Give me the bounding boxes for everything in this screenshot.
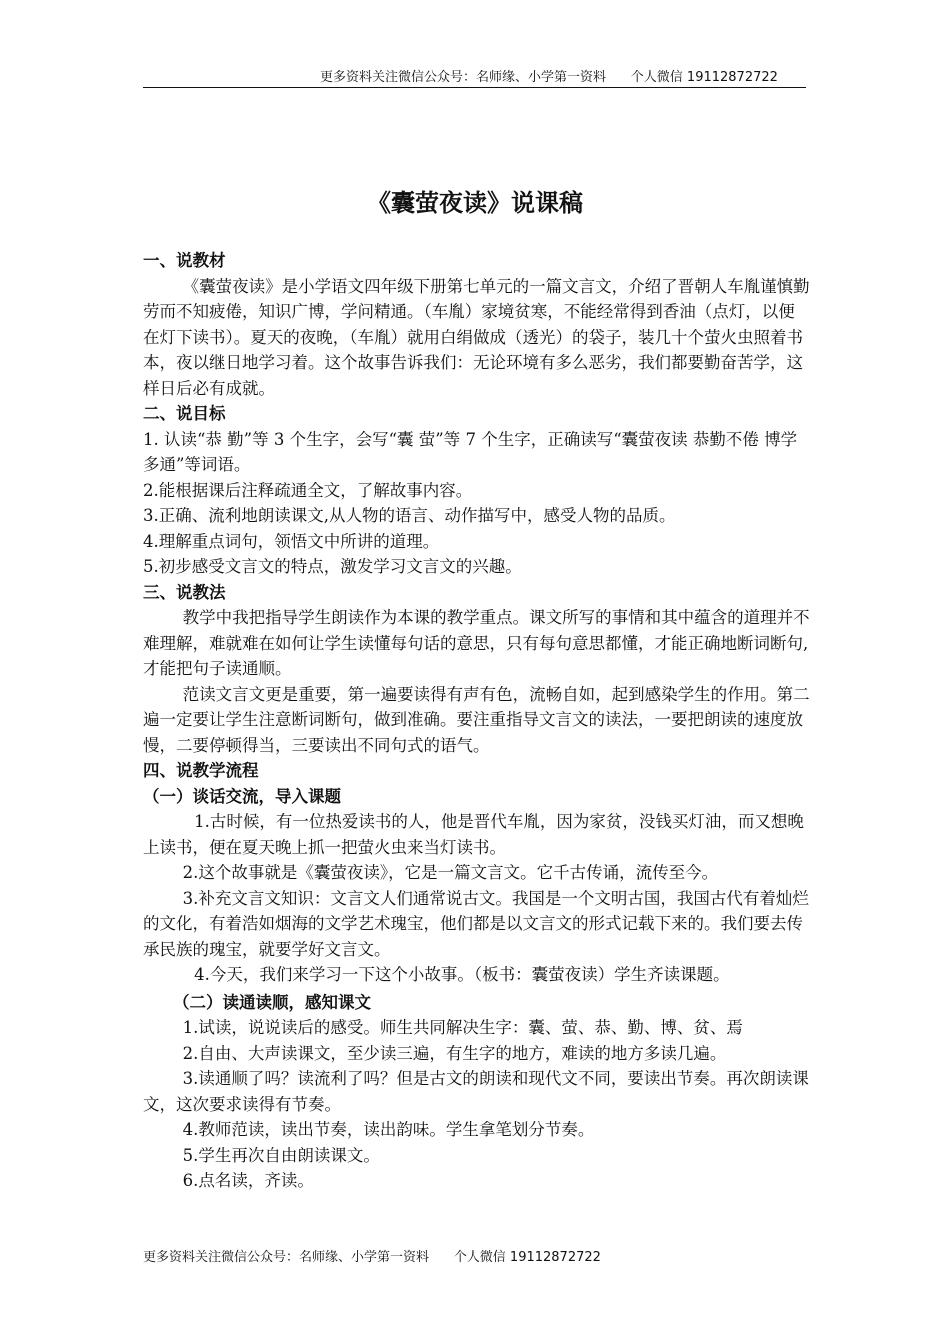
document-title: 《囊萤夜读》说课稿 xyxy=(367,188,583,217)
paragraph: 范读文言文更是重要，第一遍要读得有声有色，流畅自如，起到感染学生的作用。第二遍一定要让学生注意断词断句，做到准确。要注重指导文言文的读法，一要把朗读的速度放慢，二要停顿得当，三要读出不同句式的语气。 xyxy=(143,684,810,755)
section-heading: 二、说目标 xyxy=(143,404,226,423)
list-item: 4.教师范读，读出节奏，读出韵味。学生拿笔划分节奏。 xyxy=(182,1120,595,1139)
list-item: 5.初步感受文言文的特点，激发学习文言文的兴趣。 xyxy=(143,557,522,576)
list-item: 4.理解重点词句，领悟文中所讲的道理。 xyxy=(143,531,440,551)
list-item: 4.今天，我们来学习一下这个小故事。（板书：囊萤夜读）学生齐读课题。 xyxy=(194,965,730,984)
document-body xyxy=(143,248,811,1194)
paragraph: 《囊萤夜读》是小学语文四年级下册第七单元的一篇文言文，介绍了晋朝人车胤谨慎勤劳而不知疲倦，知识广博，学问精通。（车胤）家境贫寒，不能经常得到香油（点灯，以便在灯下读书）。夏天的夜晚，（车胤）就用白绢做成（透光）的袋子，装几十个萤火虫照着书本，夜以继日地学习着。这个故事告诉我们：无论环境有多么恶劣，我们都要勤奋苦学，这样日后必有成就。 xyxy=(143,276,810,398)
section-heading: 一、说教材 xyxy=(143,251,226,270)
paragraph: 教学中我把指导学生朗读作为本课的教学重点。课文所写的事情和其中蕴含的道理并不难理解，难就难在如何让学生读懂每句话的意思，只有每句意思都懂，才能正确地断词断句,才能把句子读通顺。 xyxy=(143,608,810,678)
subsection-heading: （一）谈话交流，导入课题 xyxy=(143,786,341,806)
subsection-heading: （二）读通读顺，感知课文 xyxy=(173,992,371,1012)
list-item: 2.能根据课后注释疏通全文，了解故事内容。 xyxy=(143,480,473,500)
page-footer: 更多资料关注微信公众号：名师缘、小学第一资料 个人微信 19112872722 xyxy=(143,1250,601,1265)
list-item: 6.点名读，齐读。 xyxy=(182,1171,314,1190)
section-heading: 四、说教学流程 xyxy=(143,761,259,780)
list-item: 1.古时候，有一位热爱读书的人，他是晋代车胤，因为家贫，没钱买灯油，而又想晚上读书，便在夏天晚上抓一把萤火虫来当灯读书。 xyxy=(143,812,804,857)
list-item: 1. 认读“恭 勤”等 3 个生字，会写“囊 萤”等 7 个生字，正确读写“囊萤夜读 恭勤不倦 博学多通”等词语。 xyxy=(143,429,798,474)
page-header: 更多资料关注微信公众号：名师缘、小学第一资料 个人微信 19112872722 xyxy=(320,70,778,85)
list-item: 3.读通顺了吗？读流利了吗？但是古文的朗读和现代文不同，要读出节奏。再次朗读课文，这次要求读得有节奏。 xyxy=(143,1069,809,1114)
list-item: 5.学生再次自由朗读课文。 xyxy=(182,1145,380,1165)
header-divider xyxy=(143,87,806,88)
list-item: 3.补充文言文知识：文言文人们通常说古文。我国是一个文明古国，我国古代有着灿烂的文化，有着浩如烟海的文学艺术瑰宝，他们都是以文言文的形式记载下来的。我们要去传承民族的瑰宝，就要学好文言文。 xyxy=(143,888,809,959)
list-item: 3.正确、流利地朗读课文,从人物的语言、动作描写中，感受人物的品质。 xyxy=(143,506,676,525)
section-heading: 三、说教法 xyxy=(143,582,226,602)
list-item: 2.这个故事就是《囊萤夜读》，它是一篇文言文。它千古传诵，流传至今。 xyxy=(182,863,719,882)
list-item: 1.试读，说说读后的感受。师生共同解决生字：囊、萤、恭、勤、博、贫、焉 xyxy=(182,1018,743,1037)
list-item: 2.自由、大声读课文，至少读三遍，有生字的地方，难读的地方多读几遍。 xyxy=(182,1043,727,1063)
